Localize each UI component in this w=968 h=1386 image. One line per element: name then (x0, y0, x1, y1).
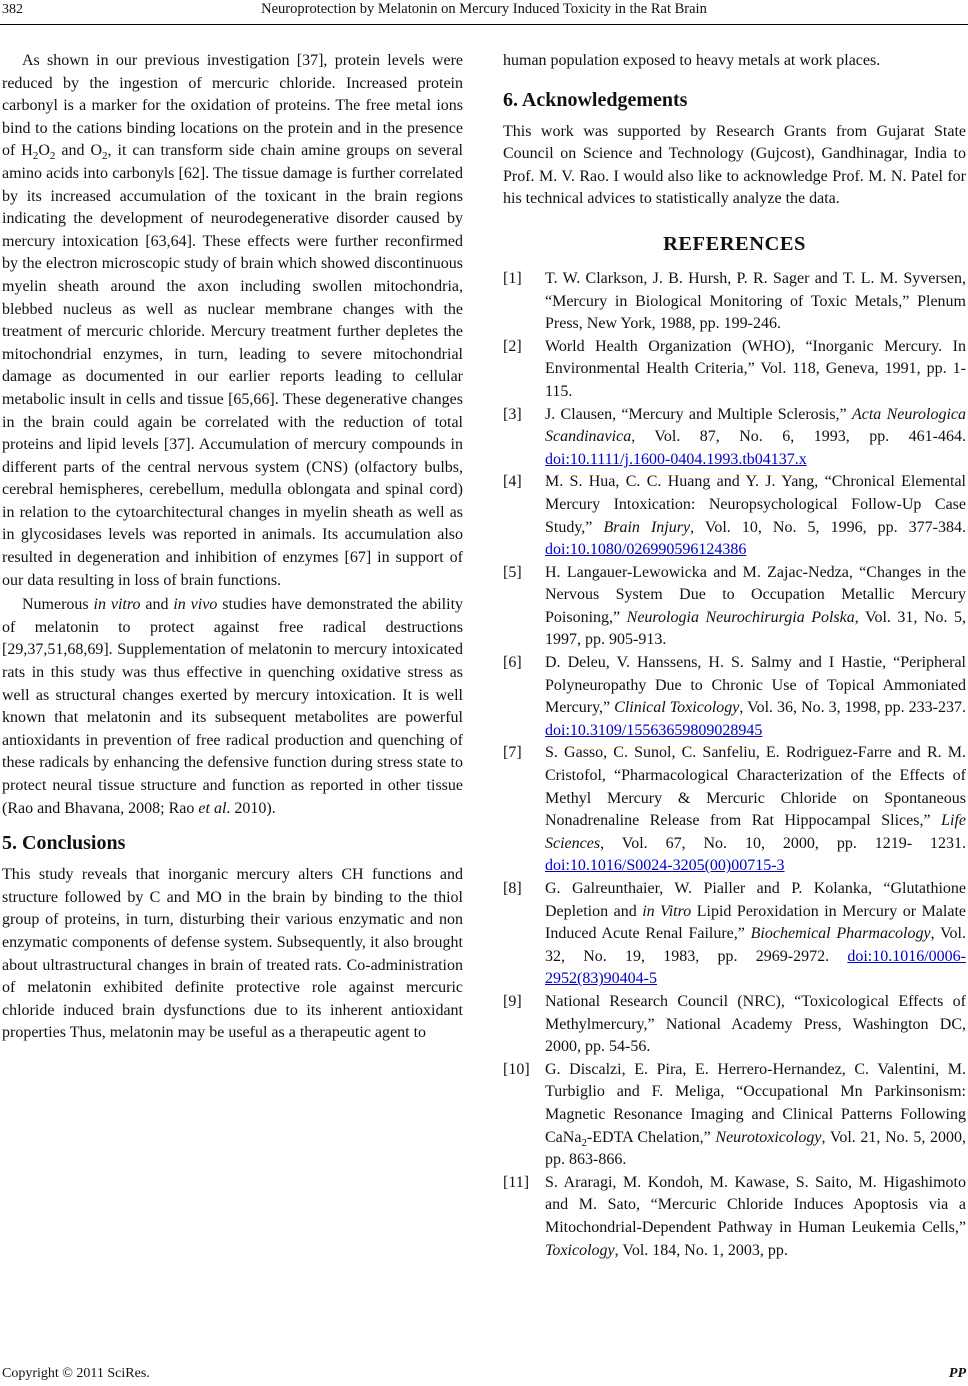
reference-text: National Research Council (NRC), “Toxicological Effects of Methylmercury,” National Academy Press, Washington DC, 2000, pp. 54-56. (545, 992, 966, 1056)
left-column (2, 50, 463, 1045)
journal-abbrev: PP (948, 1366, 966, 1381)
reference-journal: Acta Neurologica Scandinavica (545, 405, 967, 446)
reference-number: [5] (503, 563, 522, 581)
reference-text: , Vol. 21, No. 5, 2000, pp. 863-866. (545, 1128, 966, 1169)
reference-text: , Vol. 31, No. 5, 1997, pp. 905-913. (545, 608, 967, 649)
reference-text: T. W. Clarkson, J. B. Hursh, P. R. Sager and T. L. M. Syversen, “Mercury in Biological Monitoring of Toxic Metals,” Plenum Press, New York, 1988, pp. 199-246. (545, 269, 966, 333)
doi-link[interactable]: doi:10.1111/j.1600-0404.1993.tb04137.x (545, 450, 807, 468)
running-title: Neuroprotection by Melatonin on Mercury Induced Toxicity in the Rat Brain (261, 1, 707, 17)
reference-number: [10] (503, 1060, 530, 1078)
reference-item (503, 268, 966, 336)
reference-item (503, 878, 966, 991)
reference-journal: Clinical Toxicology (614, 699, 740, 717)
reference-number: [11] (503, 1173, 530, 1191)
page-number: 382 (2, 2, 23, 17)
reference-text: H. Langauer-Lewowicka and M. Zajac-Nedza, “Changes in the Nervous System Due to Occupation Metallic Mercury Poisoning,” (545, 563, 966, 626)
reference-text: J. Clausen, “Mercury and Multiple Sclerosis,” (545, 405, 852, 423)
doi-link[interactable]: doi:10.1080/026990596124386 (545, 541, 747, 559)
reference-number: [4] (503, 473, 522, 491)
right-column (503, 50, 966, 1262)
reference-item (503, 991, 966, 1059)
reference-text: , Vol. 36, No. 3, 1998, pp. 233-237. (739, 699, 967, 717)
reference-text: World Health Organization (WHO), “Inorganic Mercury. In Environmental Health Criteria,” Vol. 118, Geneva, 1991, pp. 1-115. (545, 337, 966, 400)
page-header (0, 0, 968, 24)
reference-item (503, 471, 966, 561)
doi-link[interactable]: doi:10.3109/15563659809028945 (545, 721, 763, 739)
reference-item (503, 1059, 966, 1172)
reference-journal: Neurotoxicology (715, 1128, 822, 1146)
reference-item (503, 336, 966, 404)
references-heading: REFERENCES (663, 232, 806, 255)
reference-journal: Life Sciences (545, 812, 966, 852)
paragraph-acknowledgements: This work was supported by Research Grants from Gujarat State Council on Science and Technology (Gujcost), Gandhinagar, India to Prof. M. V. Rao. I would also like to acknowledge Prof. M. N. Patel for his technical advices to statistically analyze the data. (503, 122, 966, 208)
reference-number: [1] (503, 269, 522, 287)
reference-text: G. Galreunthaier, W. Pialler and P. Kolanka, “Glutathione Depletion and (545, 880, 966, 920)
paragraph-continued: human population exposed to heavy metals at work places. (503, 52, 881, 69)
reference-number: [9] (503, 992, 522, 1010)
acknowledgements-heading: 6. Acknowledgements (503, 88, 688, 111)
paragraph-conclusions: This study reveals that inorganic mercury alters CH functions and structure followed by C and MO in the brain by binding to the thiol group of proteins, in turn, disturbing their various enzymatic and non enzymatic components of defense system. Subsequently, it also brought about ultrastructural changes in brain of treated rats. Co-administration of melatonin exhibited definite protective role against mercuric chloride induced brain dysfunctions due to its inherent antioxidant properties Thus, melatonin may be useful as a therapeutic agent to (2, 866, 463, 1042)
copyright-notice: Copyright © 2011 SciRes. (2, 1366, 150, 1381)
reference-list (503, 268, 966, 1262)
reference-text: S. Araragi, M. Kondoh, M. Kawase, S. Saito, M. Higashimoto and M. Sato, “Mercuric Chloride Induces Apoptosis via a Mitochondrial-Dependent Pathway in Human Leukemia Cells,” (545, 1173, 966, 1236)
paragraph-protein: As shown in our previous investigation [37], protein levels were reduced by the ingestion of mercuric chloride. Increased protein carbonyl is a marker for the oxidation of proteins. The free metal ions bind to the cations binding locations on the protein and in the presence of $H_2O_2$ and $O_2$, it can transform side chain amine groups on several amino acids into carbonyls [62]. The tissue damage is further correlated by its increased accumulation of the toxicant in the brain regions indicating the development of neurodegenerative disorder caused by mercury intoxication [63,64]. These effects were further reconfirmed by the electron microscopic study of brain which showed discontinuous myelin sheath around the axon including swollen mitochondria, blebbed nucleus as well as nuclear membrane changes with the treatment of mercuric chloride. Mercury treatment further depletes the mitochondrial enzymes, in turn, leading to severe mitochondrial damage as documented in our earlier reports leading to cellular metabolic insult in cells and tissue [65,66]. These degenerative changes in the brain could again be correlated with the reduction of total proteins and lipid levels [37]. Accumulation of mercury compounds in different parts of the central nervous system (CNS) (olfactory bulbs, cerebral hemispheres, cerebellum, medulla oblongata and spinal cord) in relation to the cytoarchitectural changes in myelin sheath as well as in glycosidases levels was reported in animals. Its accumulation also resulted in degeneration and inhibition of enzymes [67] in support of our data resulting in loss of brain functions. (2, 52, 463, 589)
conclusions-heading: 5. Conclusions (2, 832, 126, 855)
reference-number: [3] (503, 405, 522, 423)
reference-text: M. S. Hua, C. C. Huang and Y. J. Yang, “Chronical Elemental Mercury Intoxication: Neuropsychological Follow-Up Case Study,” (545, 473, 966, 536)
reference-journal: Biochemical Pharmacology (750, 925, 931, 943)
reference-item (503, 742, 966, 878)
page-footer (0, 1356, 968, 1380)
doi-link[interactable]: doi:10.1016/S0024-3205(00)00715-3 (545, 857, 785, 875)
reference-text: G. Discalzi, E. Pira, E. Herrero-Hernandez, C. Valentini, M. Turbiglio and F. Meliga, “Occupational Mn Parkinsonism: Magnetic Resonance Imaging and Clinical Patterns Following CaNa$_2$-EDTA Chelation,” (545, 1060, 966, 1149)
reference-journal: in Vitro (642, 902, 692, 920)
reference-item (503, 404, 966, 472)
reference-text: , Vol. 87, No. 6, 1993, pp. 461-464. (631, 428, 966, 446)
reference-number: [7] (503, 744, 522, 762)
reference-text: , Vol. 184, No. 1, 2003, pp. (614, 1241, 788, 1259)
reference-number: [2] (503, 337, 522, 355)
reference-journal: Toxicology (545, 1241, 615, 1259)
reference-text: D. Deleu, V. Hanssens, H. S. Salmy and I Hastie, “Peripheral Polyneuropathy Due to Chronic Use of Topical Ammoniated Mercury,” (545, 654, 966, 717)
reference-number: [8] (503, 880, 522, 897)
paragraph-melatonin: Numerous in vitro and in vivo studies have demonstrated the ability of melatonin to protect against free radical destructions [29,37,51,68,69]. Supplementation of melatonin to mercury intoxicated rats in this study was thus effective in quenching oxidative stress as well as structural changes exerted by mercury intoxication. It is well known that melatonin and its subsequent metabolites are powerful antioxidants in prevention of free radical production and quenching of these radicals by enhancing the defensive function during stress state to protect neural tissue structure and function as reported in other tissue (Rao and Bhavana, 2008; Rao et al. 2010). (2, 596, 464, 817)
reference-text: , Vol. 32, No. 19, 1983, pp. 2969-2972. (545, 925, 967, 965)
reference-number: [6] (503, 654, 522, 672)
reference-text: , Vol. 67, No. 10, 2000, pp. 1219- 1231. (600, 834, 966, 852)
header-rule (0, 24, 968, 25)
reference-text: , Vol. 10, No. 5, 1996, pp. 377-384. (690, 518, 967, 536)
reference-item (503, 562, 966, 652)
reference-item (503, 1172, 966, 1262)
reference-journal: Neurologia Neurochirurgia Polska (626, 608, 855, 626)
reference-item (503, 652, 966, 742)
reference-text: Lipid Peroxidation in Mercury or Malate Induced Acute Renal Failure,” (545, 902, 966, 943)
reference-journal: Brain Injury (603, 518, 691, 536)
reference-text: S. Gasso, C. Sunol, C. Sanfeliu, E. Rodriguez-Farre and R. M. Cristofol, “Pharmacological Characterization of the Effects of Methyl Mercury & Mercuric Chloride on Spontaneous Nonadrenaline Release from Rat Hippocampal Slices,” (545, 744, 966, 830)
doi-link[interactable]: doi:10.1016/0006-2952(83)90404-5 (545, 947, 966, 988)
